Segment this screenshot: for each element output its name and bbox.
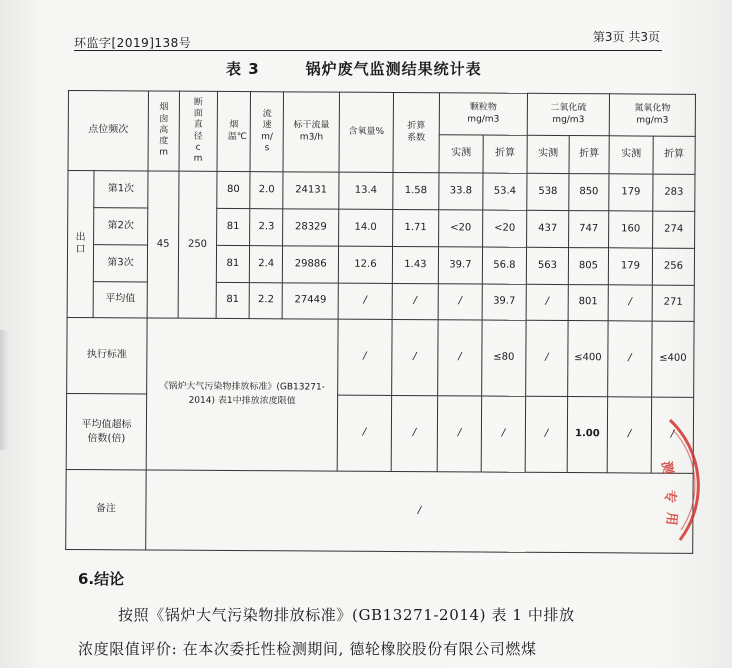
cell-o2: 12.6 bbox=[338, 246, 392, 283]
section-diameter-value: 250 bbox=[178, 171, 217, 318]
standard-row bbox=[67, 317, 694, 397]
document-number: 环监字[2019]138号 bbox=[74, 36, 192, 50]
table-title-text: 锅炉废气监测结果统计表 bbox=[305, 60, 482, 78]
cell-so2-converted: 850 bbox=[569, 174, 609, 211]
svg-text:专: 专 bbox=[662, 490, 677, 504]
outlet-label: 出口 bbox=[67, 171, 94, 318]
header-section-diameter: 断面直径cm bbox=[179, 91, 217, 171]
cell-nox-measured: / bbox=[607, 397, 651, 473]
cell-speed: 2.0 bbox=[250, 172, 284, 209]
cell-o2: / bbox=[337, 395, 391, 471]
cell-pm-converted: / bbox=[481, 396, 525, 472]
cell-flow: 28329 bbox=[283, 209, 339, 246]
cell-flow: 27449 bbox=[283, 283, 339, 319]
cell-temp: 81 bbox=[216, 245, 250, 282]
cell-nox-converted: ≤400 bbox=[652, 321, 694, 397]
cell-pm-measured: <20 bbox=[439, 210, 483, 247]
header-so2-measured: 实测 bbox=[527, 135, 569, 173]
remarks-value: / bbox=[146, 470, 693, 553]
header-nox-measured: 实测 bbox=[609, 136, 653, 174]
cell-nox-measured: / bbox=[608, 321, 652, 397]
cell-so2-measured: / bbox=[526, 284, 568, 320]
cell-nox-converted: 256 bbox=[652, 248, 694, 285]
cell-temp: 81 bbox=[216, 208, 250, 245]
cell-so2-converted: 747 bbox=[569, 211, 609, 248]
cell-temp: 80 bbox=[217, 171, 251, 208]
svg-text:测: 测 bbox=[658, 460, 676, 476]
standard-label: 执行标准 bbox=[67, 317, 147, 393]
cell-so2-converted: ≤400 bbox=[568, 321, 608, 397]
cell-so2-measured: 538 bbox=[527, 173, 569, 210]
cell-pm-converted: ≤80 bbox=[482, 320, 526, 396]
row-label: 第3次 bbox=[93, 245, 147, 282]
header-nox: 氮氧化物 mg/m3 bbox=[609, 94, 695, 137]
cell-coef: 1.43 bbox=[392, 246, 438, 283]
cell-pm-converted: <20 bbox=[483, 210, 527, 247]
cell-so2-converted: 801 bbox=[568, 285, 608, 321]
svg-text:用: 用 bbox=[662, 511, 679, 526]
cell-pm-measured: / bbox=[438, 320, 482, 396]
cell-nox-measured: 179 bbox=[609, 174, 653, 211]
cell-o2: / bbox=[338, 319, 392, 395]
cell-pm-converted: 39.7 bbox=[482, 284, 526, 320]
cell-coef: / bbox=[391, 395, 437, 471]
cell-o2: / bbox=[338, 283, 392, 319]
header-pm-measured: 实测 bbox=[439, 135, 483, 173]
header-chimney-height: 烟囱高度m bbox=[148, 91, 180, 171]
cell-so2-measured: 563 bbox=[526, 247, 568, 284]
cell-speed: 2.3 bbox=[250, 209, 284, 246]
cell-pm-converted: 53.4 bbox=[483, 173, 527, 210]
conclusion-line-1: 按照《锅炉大气污染物排放标准》(GB13271-2014) 表 1 中排放 bbox=[118, 606, 575, 624]
header-oxygen: 含氧量% bbox=[339, 92, 393, 172]
cell-coef: / bbox=[392, 319, 438, 395]
cell-coef: 1.71 bbox=[393, 209, 439, 246]
cell-so2-measured: / bbox=[525, 396, 567, 472]
header-so2: 二氧化硫 mg/m3 bbox=[527, 93, 609, 136]
cell-flow: 29886 bbox=[283, 246, 339, 283]
header-pm-converted: 折算 bbox=[483, 135, 527, 173]
header-conversion: 折算系数 bbox=[393, 92, 439, 172]
header-flue-temp: 烟温℃ bbox=[217, 91, 251, 171]
cell-pm-measured: / bbox=[438, 284, 482, 320]
boiler-emission-table bbox=[65, 90, 696, 554]
cell-so2-measured: / bbox=[526, 320, 568, 396]
cell-speed: 2.2 bbox=[249, 283, 283, 319]
cell-nox-measured: 179 bbox=[608, 248, 652, 285]
cell-o2: 14.0 bbox=[339, 209, 393, 246]
header-rule bbox=[74, 50, 662, 51]
cell-so2-converted: 805 bbox=[568, 248, 608, 285]
cell-nox-converted: 283 bbox=[653, 174, 695, 211]
binder-shadow bbox=[0, 330, 8, 450]
row-label: 第2次 bbox=[94, 208, 148, 245]
row-label: 平均值 bbox=[93, 282, 147, 318]
cell-nox-converted: 271 bbox=[652, 285, 694, 321]
remarks-label: 备注 bbox=[66, 469, 146, 549]
exceed-label: 平均值超标倍数(倍) bbox=[66, 393, 146, 469]
table-title bbox=[226, 58, 482, 79]
conclusion-line-2: 浓度限值评价: 在本次委托性检测期间, 德轮橡胶股份有限公司燃煤 bbox=[78, 640, 537, 658]
cell-coef: 1.58 bbox=[393, 172, 439, 209]
cell-o2: 13.4 bbox=[339, 172, 393, 209]
cell-nox-converted: 274 bbox=[653, 211, 695, 248]
header-so2-converted: 折算 bbox=[569, 136, 609, 174]
header-point-freq: 点位频次 bbox=[68, 91, 148, 171]
cell-pm-measured: 33.8 bbox=[439, 173, 483, 210]
cell-pm-measured: / bbox=[437, 396, 481, 472]
cell-pm-converted: 56.8 bbox=[482, 247, 526, 284]
cell-nox-measured: / bbox=[608, 285, 652, 321]
remarks-row bbox=[66, 469, 693, 553]
cell-speed: 2.4 bbox=[249, 246, 283, 283]
cell-so2-measured: 437 bbox=[527, 210, 569, 247]
chimney-height-value: 45 bbox=[147, 171, 179, 318]
header-nox-converted: 折算 bbox=[653, 136, 695, 174]
cell-so2-converted: 1.00 bbox=[567, 397, 607, 473]
cell-nox-converted: / bbox=[651, 397, 693, 473]
cell-temp: 81 bbox=[216, 282, 250, 318]
table-number: 表 3 bbox=[226, 60, 260, 78]
page-info: 第3页 共3页 bbox=[592, 30, 660, 44]
conclusion-heading: 6.结论 bbox=[78, 570, 125, 588]
cell-coef: / bbox=[392, 283, 438, 319]
header-row-1 bbox=[68, 91, 695, 137]
row-label: 第1次 bbox=[94, 171, 148, 208]
table-row bbox=[68, 171, 695, 212]
cell-pm-measured: 39.7 bbox=[438, 247, 482, 284]
header-particulate: 颗粒物 mg/m3 bbox=[439, 93, 527, 136]
standard-description: 《锅炉大气污染物排放标准》(GB13271-2014) 表1中排放浓度限值 bbox=[146, 318, 338, 471]
cell-flow: 24131 bbox=[283, 172, 339, 209]
header-std-dry-flow: 标干流量m3/h bbox=[283, 92, 339, 172]
header-flow-speed: 流速m/s bbox=[250, 92, 284, 172]
cell-nox-measured: 160 bbox=[609, 211, 653, 248]
